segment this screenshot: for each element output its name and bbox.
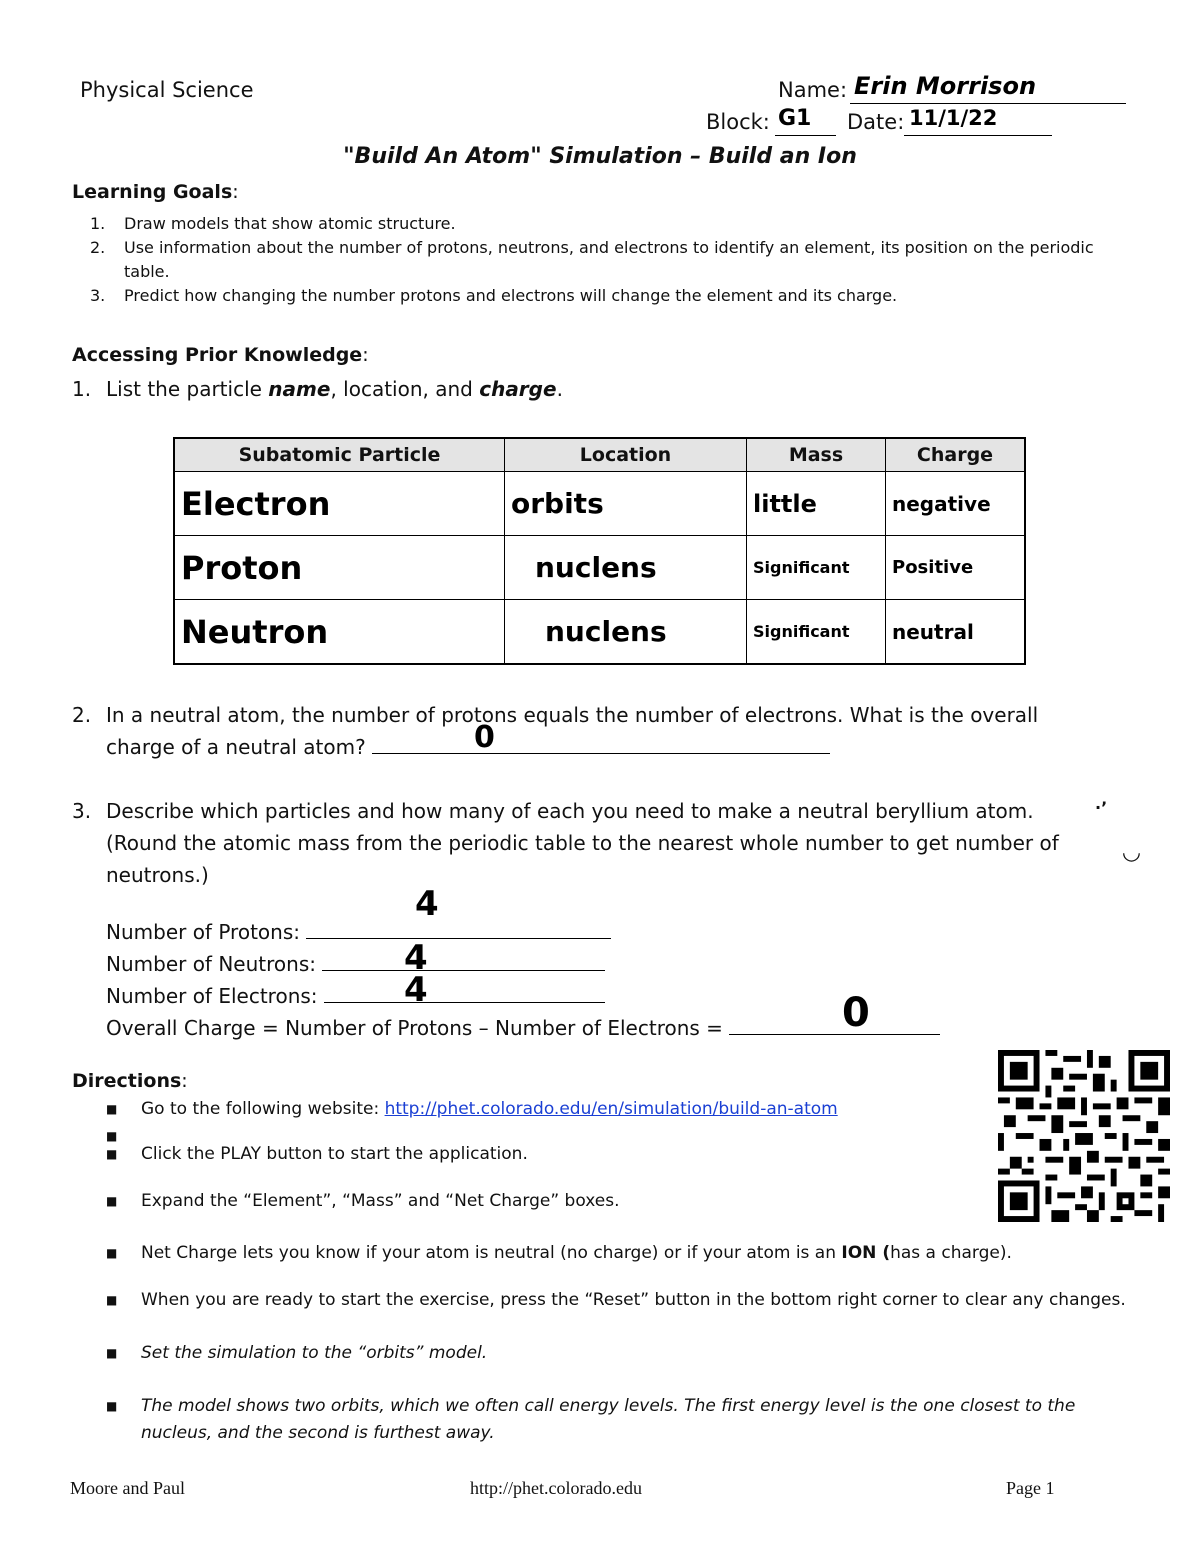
neutrons-value: 4 [404,938,428,978]
pen-mark: ·ʼ [1095,798,1108,817]
list-item: ■ Set the simulation to the “orbits” model. [106,1343,488,1363]
pen-mark: ◡ [1123,840,1140,865]
electrons-line: Number of Electrons: [72,980,1152,1012]
page-title: "Build An Atom" Simulation – Build an Ion [343,144,857,169]
name-underline [850,103,1126,104]
block-date-field [706,106,1056,134]
block-underline [775,135,836,136]
col-header: Subatomic Particle [174,438,505,472]
directions-list [106,1096,1126,1447]
table-row [174,472,1025,536]
name-label: Name: [778,78,848,102]
table-cell: Significant [747,600,886,665]
block-label: Block: [706,110,770,134]
directions-heading: Directions: [72,1070,188,1092]
protons-value: 4 [415,884,439,924]
date-underline [904,135,1052,136]
table-cell: Significant [747,536,886,600]
q2-answer: 0 [474,720,495,755]
list-item: 2. Use information about the number of protons, neutrons, and electrons to identify an element, its position on the periodic table. [90,238,1094,281]
list-item: 3. Predict how changing the number protons and electrons will change the element and its charge. [90,286,898,305]
col-header: Location [505,438,747,472]
footer-authors: Moore and Paul [70,1478,185,1498]
name-field [778,72,1126,102]
protons-line: Number of Protons: [72,916,1152,948]
table-cell: negative [886,472,1026,536]
table-cell: orbits [505,472,747,536]
list-item: 1. Draw models that show atomic structure. [90,214,456,233]
date-label: Date: [847,110,905,134]
list-item: ■ Expand the “Element”, “Mass” and “Net Charge” boxes. [106,1191,620,1211]
neutrons-line: Number of Neutrons: [72,948,1152,980]
qr-code-icon [997,1050,1171,1222]
prior-knowledge-heading: Accessing Prior Knowledge: [72,344,369,366]
learning-goals-heading: Learning Goals: [72,181,239,203]
answer-blank [372,731,830,754]
list-item: ■ When you are ready to start the exercise, press the “Reset” button in the bottom right corner to clear any changes. [106,1290,1126,1310]
question-3: 3. Describe which particles and how many of each you need to make a neutral beryllium atom. (Round the atomic mass from the periodic table to the nearest whole number to get number of neutrons.) [72,799,1059,887]
course-name: Physical Science [80,78,254,102]
table-row [174,536,1025,600]
question-2: 2. In a neutral atom, the number of protons equals the number of electrons. What is the overall charge of a neutral atom? [72,703,1039,759]
footer-url: http://phet.colorado.edu [470,1478,642,1498]
table-header-row [174,438,1025,472]
charge-line: Overall Charge = Number of Protons – Number of Electrons = [72,1012,1152,1044]
table-cell: Positive [886,536,1026,600]
table-row [174,600,1025,665]
table-cell: Neutron [174,600,505,665]
list-item: ■ Net Charge lets you know if your atom is neutral (no charge) or if your atom is an ION (has a charge). [106,1243,1012,1263]
question-1: 1. List the particle name, location, and charge. [72,377,563,401]
list-item: ■ [106,1129,118,1143]
particle-table [173,437,1026,665]
charge-value: 0 [842,990,870,1036]
table-cell: nuclens [505,536,747,600]
col-header: Charge [886,438,1026,472]
date-value: 11/1/22 [909,106,998,130]
name-value: Erin Morrison [854,72,1037,100]
table-cell: little [747,472,886,536]
list-item: ■ The model shows two orbits, which we often call energy levels. The first energy level is the one closest to the nucleus, and the second is furthest away. [106,1396,1076,1443]
table-cell: nuclens [505,600,747,665]
list-item: ■ Go to the following website: http://phet.colorado.edu/en/simulation/build-an-atom [106,1099,838,1119]
footer-page-number: Page 1 [1006,1478,1055,1498]
learning-goals-list [90,212,1120,308]
electrons-value: 4 [404,970,428,1010]
col-header: Mass [747,438,886,472]
table-cell: Proton [174,536,505,600]
list-item: ■ Click the PLAY button to start the application. [106,1144,528,1164]
block-value: G1 [778,106,812,131]
table-cell: Electron [174,472,505,536]
simulation-link[interactable]: http://phet.colorado.edu/en/simulation/build-an-atom [384,1099,838,1119]
table-cell: neutral [886,600,1026,665]
